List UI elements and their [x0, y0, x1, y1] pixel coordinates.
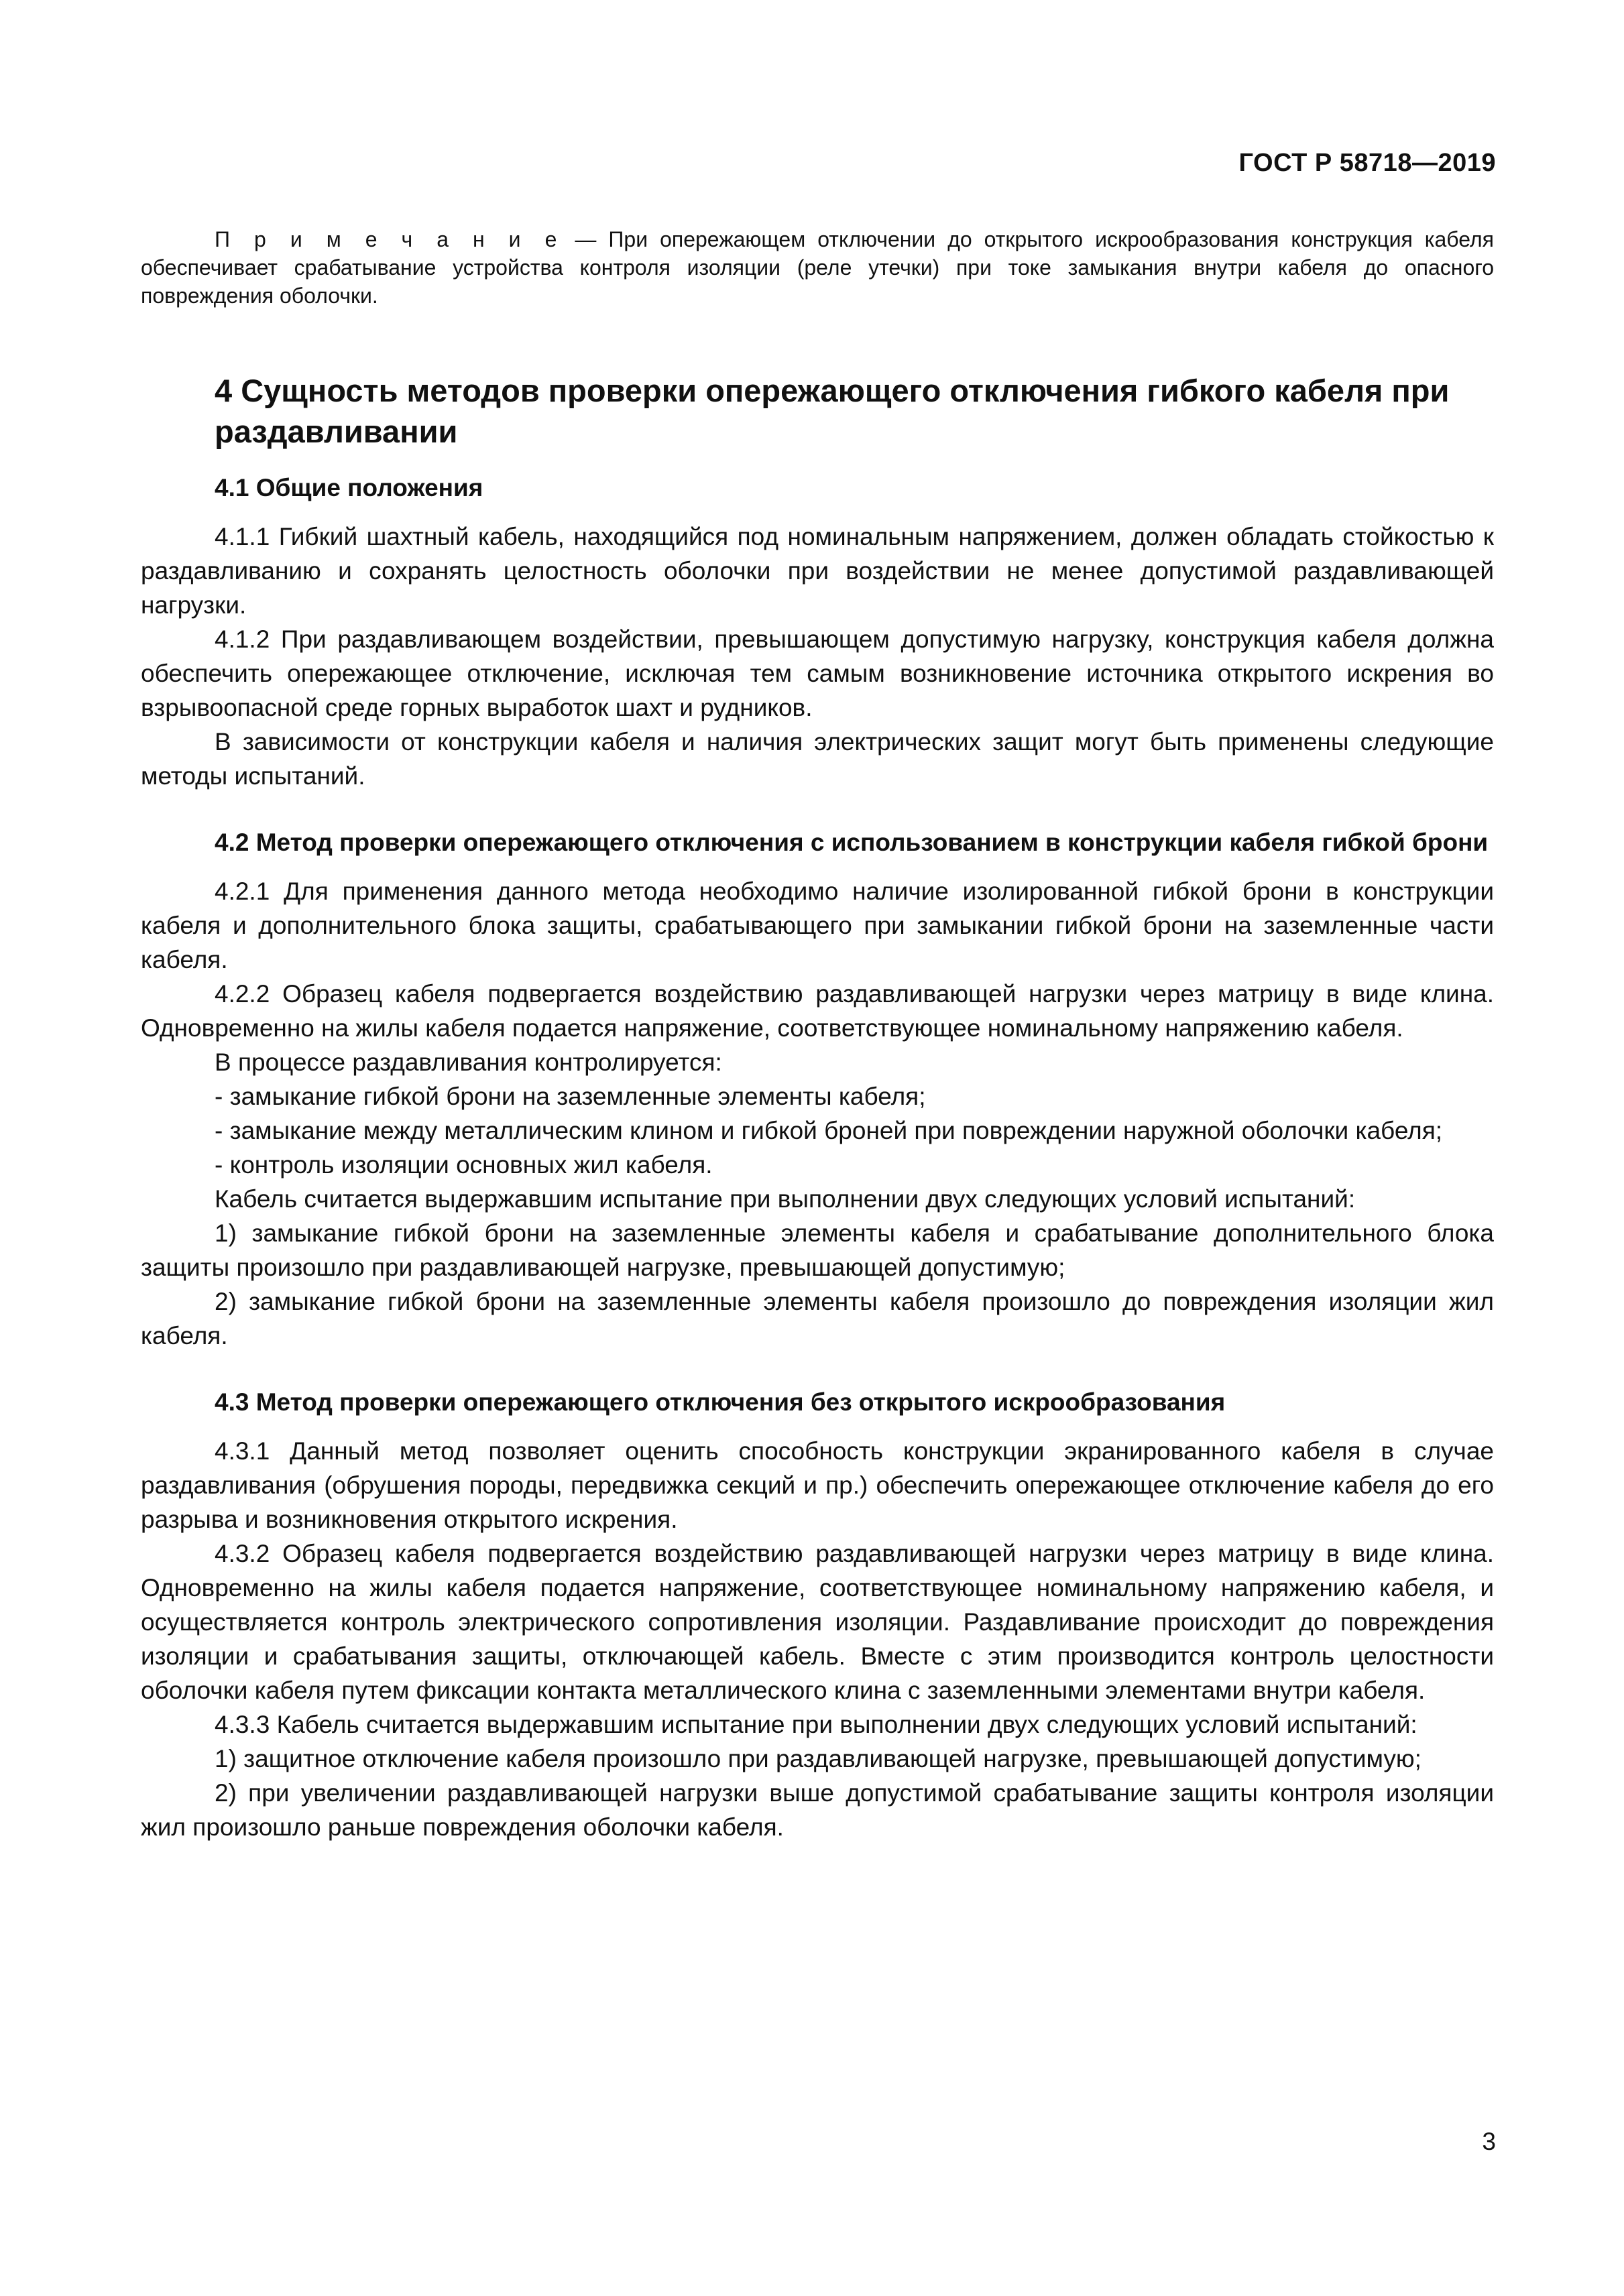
- note-paragraph: [141, 225, 1494, 310]
- note-text: — При опережающем отключении до открытого искрообразования конструкция кабеля обеспечивает срабатывание устройства контроля изоляции (реле утечки) при токе замыкания внутри кабеля до опасного повреждения оболочки.: [141, 227, 1495, 308]
- paragraph-4-3-3: 4.3.3 Кабель считается выдержавшим испытание при выполнении двух следующих условий испытаний:: [215, 1711, 1417, 1738]
- paragraph-conditions-intro: Кабель считается выдержавшим испытание при выполнении двух следующих условий испытаний:: [215, 1185, 1356, 1213]
- page-number: 3: [1482, 2128, 1496, 2155]
- condition-item: 2) замыкание гибкой брони на заземленные элементы кабеля произошло до повреждения изоляции жил кабеля.: [141, 1288, 1494, 1349]
- page-body: [141, 225, 1494, 1844]
- list-item: - контроль изоляции основных жил кабеля.: [215, 1151, 713, 1179]
- paragraph-4-2-2: 4.2.2 Образец кабеля подвергается воздействию раздавливающей нагрузки через матрицу в виде клина. Одновременно на жилы кабеля подается напряжение, соответствующее номинальному напряжению кабеля.: [141, 980, 1494, 1042]
- note-label: П р и м е ч а н и е: [215, 227, 563, 251]
- paragraph-4-3-1: 4.3.1 Данный метод позволяет оценить способность конструкции экранированного кабеля в случае раздавливания (обрушения породы, передвижка секций и пр.) обеспечить опережающее отключение кабеля до его разрыва и возникновения открытого искрения.: [141, 1437, 1494, 1533]
- subsection-4-3-title: 4.3 Метод проверки опережающего отключения без открытого искрообразования: [215, 1388, 1226, 1416]
- condition-item: 1) замыкание гибкой брони на заземленные элементы кабеля и срабатывание дополнительного блока защиты произошло при раздавливающей нагрузке, превышающей допустимую;: [141, 1219, 1494, 1281]
- paragraph-4-2-1: 4.2.1 Для применения данного метода необходимо наличие изолированной гибкой брони в конструкции кабеля и дополнительного блока защиты, срабатывающего при замыкании гибкой брони на заземленные части кабеля.: [141, 878, 1494, 973]
- section-4-title: 4 Сущность методов проверки опережающего отключения гибкого кабеля при раздавливании: [215, 373, 1450, 449]
- paragraph-4-1-2: 4.1.2 При раздавливающем воздействии, превышающем допустимую нагрузку, конструкция кабеля должна обеспечить опережающее отключение, исключая тем самым возникновение источника открытого искрения во взрывоопасной среде горных выработок шахт и рудников.: [141, 625, 1494, 721]
- condition-item: 1) защитное отключение кабеля произошло при раздавливающей нагрузке, превышающей допустимую;: [215, 1745, 1422, 1772]
- condition-item: 2) при увеличении раздавливающей нагрузки выше допустимой срабатывание защиты контроля изоляции жил произошло раньше повреждения оболочки кабеля.: [141, 1779, 1494, 1841]
- paragraph-4-3-2: 4.3.2 Образец кабеля подвергается воздействию раздавливающей нагрузки через матрицу в виде клина. Одновременно на жилы кабеля подается напряжение, соответствующее номинальному напряжению кабеля, и осуществляется контроль электрического сопротивления изоляции. Раздавливание происходит до повреждения изоляции и срабатывания защиты, отключающей кабель. Вместе с этим производится контроль целостности оболочки кабеля путем фиксации контакта металлического клина с заземленными элементами внутри кабеля.: [141, 1540, 1494, 1704]
- list-item: - замыкание между металлическим клином и гибкой броней при повреждении наружной оболочки кабеля;: [215, 1117, 1443, 1144]
- subsection-4-1-title: 4.1 Общие положения: [215, 474, 483, 501]
- list-item: - замыкание гибкой брони на заземленные элементы кабеля;: [215, 1083, 926, 1110]
- paragraph-4-1-1: 4.1.1 Гибкий шахтный кабель, находящийся под номинальным напряжением, должен обладать стойкостью к раздавливанию и сохранять целостность оболочки при воздействии не менее допустимой раздавливающей нагрузки.: [141, 523, 1494, 619]
- document-designation: ГОСТ Р 58718—2019: [1238, 149, 1496, 177]
- paragraph-methods-intro: В зависимости от конструкции кабеля и наличия электрических защит могут быть применены следующие методы испытаний.: [141, 728, 1494, 790]
- subsection-4-2-title: 4.2 Метод проверки опережающего отключения с использованием в конструкции кабеля гибкой брони: [215, 829, 1489, 856]
- paragraph-control-intro: В процессе раздавливания контролируется:: [215, 1048, 722, 1076]
